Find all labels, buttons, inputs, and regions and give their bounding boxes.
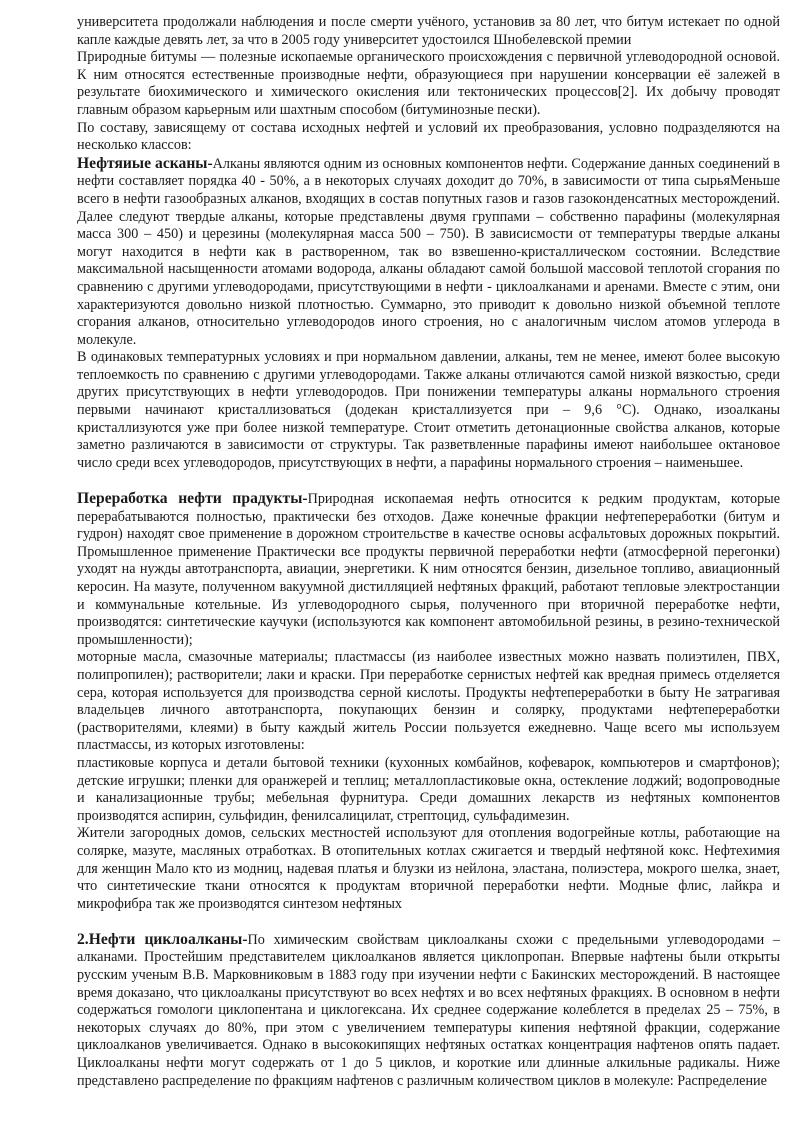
paragraph-text: Природная ископаемая нефть относится к редким продуктам, которые перерабатываются полностью, практически без отходов. Даже конечные фракции нефтепереработки (битум и гудрон) находят свое применение в дорожном строительстве в качестве основы асфальтовых дорожных покрытий. Промышленное применение Практически все продукты первичной переработки нефти (атмосферной перегонки) уходят на нужды автотранспорта, авиации, энергетики. К ним относятся бензин, дизельное топливо, авиационный керосин. На мазуте, полученном вакуумной дистилляцией нефтяных фракций, работают тепловые электростанции и коммунальные котельные. Из углеводородного сырья, полученного при вторичной переработке нефти, производятся: синтетические каучуки (используются как компонент автомобильной резины, в резино-технической промышленности); [77,491,780,648]
paragraph-text: По составу, зависящему от состава исходных нефтей и условий их преобразования, условно подразделяются на несколько классов: [77,119,780,154]
paragraph-plastics [77,755,780,825]
paragraph-bitumen-nobel [77,14,780,49]
blank-line [77,913,780,931]
paragraph-text: моторные масла, смазочные материалы; пластмассы (из наиболее известных можно назвать полиэтилен, ПВХ, полипропилен); растворители; лаки и краски. При переработке сернистых нефтей как вредная примесь отделяется сера, которая используется для производства серной кислоты. Продукты нефтепереработки в быту Не затрагивая владельцев личного автотранспорта, покупающих бензин и солярку, продуктами нефтепереработки (растворителями, клеями) в быту каждый житель России пользуется ежедневно. Чаще всего мы используем пластмассы, из которых изготовлены: [77,649,780,754]
paragraph-text: Природные битумы — полезные ископаемые органического происхождения с первичной углеводородной основой. К ним относятся естественные производные нефти, образующиеся при нарушении консервации её залежей в результате биохимического и химического окисления или тектонических процессов[2]. Их добычу проводят главным образом карьерным или шахтным способом (битуминозные пески). [77,49,780,118]
paragraph-motor-oils [77,649,780,755]
paragraph-text: пластиковые корпуса и детали бытовой техники (кухонных комбайнов, кофеварок, компьютеров и смартфонов); детские игрушки; пленки для оранжерей и теплиц; металлопластиковые окна, остекление лоджий; водопроводные и канализационные трубы; мебельная фурнитура. Среди домашних лекарств из нефтяных компонентов производятся аспирин, сульфидин, фенилсалицилат, стрептоцид, сульфадимезин. [77,754,780,824]
section-heading-alkanes: Нефтяиые асканы- [77,154,213,172]
paragraph-classification [77,120,780,155]
paragraph-heating [77,825,780,913]
paragraph-natural-bitumens [77,49,780,119]
paragraph-text: университета продолжали наблюдения и после смерти учёного, установив за 80 лет, что битум истекает по одной капле каждые девять лет, за что в 2005 году университет удостоился Шнобелевской премии [77,14,780,48]
paragraph-text: Алканы являются одним из основных компонентов нефти. Содержание данных соединений в нефти составляет порядка 40 - 50%, а в некоторых случаях доходит до 70%, в зависимости от типа сырьяМеньше всего в нефти газообразных алканов, входящих в состав попутных газов и газов газоконденсатных месторождений. Далее следуют твердые алканы, которые представлены двумя группами – собственно парафины (молекулярная масса 300 – 450) и церезины (молекулярная масса 500 – 750). В зависисмости от температуры твердые алканы могут находится в нефти как в растворенном, так во взвешенно-кристаллическом состоянии. Вследствие максимальной насыщенности атомами водорода, алканы обладают самой большой массовой теплотой сгорания по сравнению с другими углеводородами, присутствующими в нефти - циклоалканами и аренами. Вместе с этим, они характеризуются довольно низкой плотностью. Суммарно, это приводит к довольно низкой объемной теплоте сгорания алканов, относительно углеводородов иного строения, но с аналогичным числом атомов углерода в молекуле. [77,155,780,348]
paragraph-alkanes-properties [77,349,780,472]
paragraph-cycloalkanes [77,931,780,1090]
paragraph-text: Жители загородных домов, сельских местностей используют для отопления водогрейные котлы, работающие на солярке, мазуте, масляных отработках. В отопительных котлах сжигается и твердый нефтяной кокс. Нефтехимия для женщин Мало кто из модниц, надевая платья и блузки из нейлона, эластана, полиэстера, мокрого шелка, знает, что синтетические ткани относятся к продуктам вторичной переработки нефти. Модные флис, лайкра и микрофибра так же производятся синтезом нефтяных [77,825,780,912]
paragraph-text: По химическим свойствам циклоалканы схожи с предельными углеводородами – алканами. Простейшим представителем циклоалканов является циклопропан. Впервые нафтены были открыты русским ученым В.В. Марковниковым в 1883 году при изучении нефти с Бакинских месторождений. В настоящее время доказано, что циклоалканы присутствуют во всех нефтях и во всех нефтяных фракциях. В основном в нефти содержаться гомологи циклопентана и циклогексана. Их среднее содержание колеблется в пределах 25 – 75%, в некоторых случаях до 80%, при этом с увеличением температуры кипения нефтяной фракции, содержание циклоалканов увеличивается. Однако в высококипящих нефтяных остатках концентрация нафтенов опять падает. Циклоалканы нефти могут содержать от 1 до 5 циклов, и короткие или длинные алкильные радикалы. Ниже представлено распределение по фракциям нафтенов с различным количеством циклов в молекуле: Распределение [77,931,780,1089]
section-heading-cycloalkanes: 2.Нефти циклоалканы- [77,930,248,948]
paragraph-oil-refining [77,490,780,649]
blank-line [77,472,780,490]
page-bottom-edge [0,1125,800,1131]
section-heading-refining: Переработка нефти прадукты- [77,490,308,508]
paragraph-text: В одинаковых температурных условиях и при нормальном давлении, алканы, тем не менее, имеют более высокую теплоемкость по сравнению с другими углеводородами. Также алканы отличаются самой низкой вязкостью, среди других присутствующих в нефти углеводородов. При понижении температуры алканы нормального строения первыми начинают кристаллизоваться (додекан кристаллизуется при – 9,6 °C). Однако, изоалканы кристаллизуются уже при более низкой температуре. Стоит отметить детонационные свойства алканов, которые заметно различаются в зависимости от структуры. Так разветвленные парафины имеют наибольшее октановое число среди всех углеводородов, присутствующих в нефти, а парафины нормального строения – наименьшее. [77,349,780,471]
paragraph-alkanes [77,155,780,350]
